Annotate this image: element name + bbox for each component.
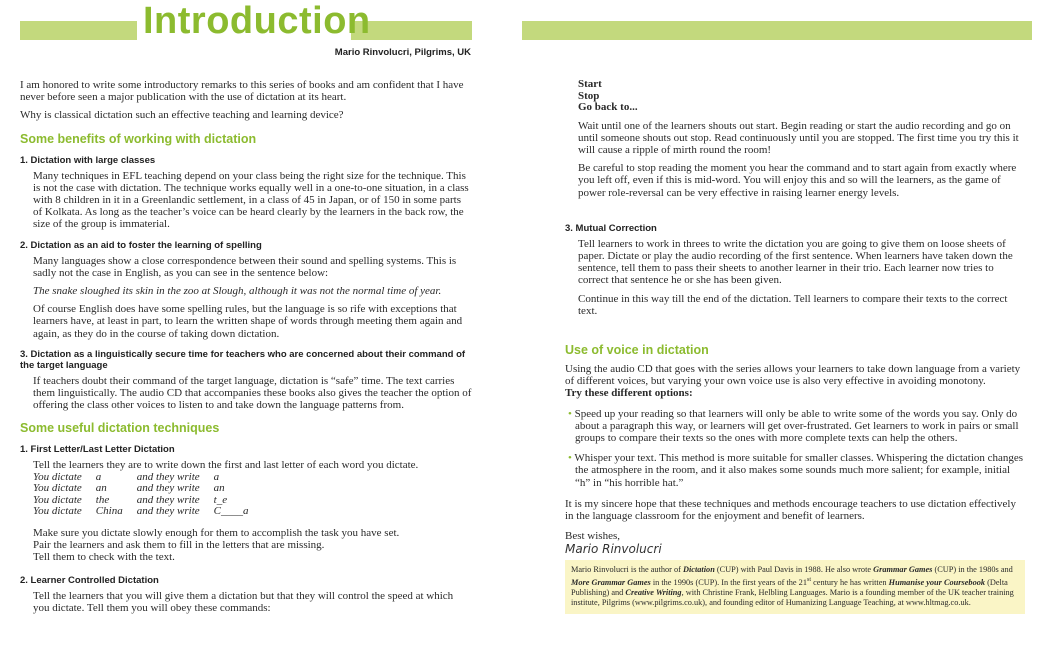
table-cell: an xyxy=(95,482,107,495)
table-cell: You dictate xyxy=(33,482,82,495)
subheading-learner-controlled: 2. Learner Controlled Dictation xyxy=(20,575,159,587)
paragraph-learner-controlled: Tell the learners that you will give them a dictation but that they will control the speed at which you dictate. Tell them you will obey these commands: xyxy=(33,590,454,615)
instruction-line-1: Make sure you dictate slowly enough for them to accomplish the task you have set. xyxy=(33,526,400,539)
table-cell: and they write xyxy=(136,493,200,506)
subheading-first-last-letter: 1. First Letter/Last Letter Dictation xyxy=(20,444,175,456)
paragraph-mutual-correction-2: Continue in this way till the end of the dictation. Tell learners to compare their texts to the correct text. xyxy=(578,292,1008,317)
header-bar-right xyxy=(522,21,1032,40)
table-cell: a xyxy=(213,470,220,483)
paragraph-large-classes: Many techniques in EFL teaching depend on your class being the right size for the technique. This is not the case with dictation. The technique works equally well in a one-to-one situation, in a class with 8 children in it in a Greenlandic settlement, in a class of 45 in Japan, or of 150 in some parts of Kolkata. As long as the teacher’s voice can be heard clearly by the learners in the back row, the size of the group is immaterial. xyxy=(33,169,469,231)
table-cell: an xyxy=(213,482,225,495)
bullet-icon: • xyxy=(568,452,572,465)
section-heading-voice: Use of voice in dictation xyxy=(565,342,709,357)
header-bar-left xyxy=(20,21,137,40)
author-bio-box: Mario Rinvolucri is the author of Dictation (CUP) with Paul Davis in 1988. He also wrote Grammar Games (CUP) in the 1980s and More Grammar Games in the 1990s (CUP). In the first years of the 21st century he has written Humanise your Coursebook (Delta Publishing) and Creative Writing, with Christine Frank, Helbling Languages. Mario is a founding member of the UK teacher training institute, Pilgrims (www.pilgrims.co.uk), and founding editor of Humanizing Language Teaching, at www.hltmag.co.uk. xyxy=(565,560,1025,615)
list-item xyxy=(565,452,1025,489)
list-item-text: Whisper your text. This method is more suitable for smaller classes. Whispering the dictation changes the atmosphere in the room, and it also makes some sounds much more salient; for example, initial “h” in “his horrible hat.” xyxy=(574,452,1024,489)
table-cell: and they write xyxy=(136,482,200,495)
intro-paragraph-1: I am honored to write some introductory remarks to this series of books and am confident that I have never before seen a major publication with the use of dictation at its heart. xyxy=(20,79,464,104)
section-heading-techniques: Some useful dictation techniques xyxy=(20,421,220,436)
paragraph-spelling-1: Many languages show a close correspondence between their sound and spelling systems. This is sadly not the case in English, as you can see in the sentence below: xyxy=(33,254,457,279)
table-row xyxy=(33,506,262,518)
paragraph-secure-time: If teachers doubt their command of the target language, dictation is “safe” time. The text carries them linguistically. The audio CD that accompanies these books also gives the teacher the option of offering the class other voices to listen to and take down the language patterns from. xyxy=(33,374,472,412)
paragraph-mutual-correction-1: Tell learners to work in threes to write the dictation you are going to give them on loose sheets of paper. Dictate or play the audio recording of the first sentence. When learners have taken down the sentence, tell them to pass their sheets to another learner in their trio. Each learner now tries to correct that sentence he or she has been given. xyxy=(578,237,1013,287)
left-column xyxy=(20,79,472,621)
paragraph-first-last-letter: Tell the learners they are to write down the first and last letter of each word you dictate. xyxy=(33,459,419,472)
command-stop: Stop xyxy=(578,89,600,102)
paragraph-voice: Using the audio CD that goes with the series allows your learners to take down language from a variety of different voices, but varying your own voice use is also very effective in avoiding monotony. xyxy=(565,362,1021,388)
instruction-line-3: Tell them to check with the text. xyxy=(33,551,175,564)
table-cell: C____a xyxy=(213,505,249,518)
subheading-mutual-correction: 3. Mutual Correction xyxy=(565,222,657,234)
signature: Mario Rinvolucri xyxy=(565,542,662,557)
table-cell: and they write xyxy=(136,505,200,518)
author-byline: Mario Rinvolucri, Pilgrims, UK xyxy=(334,47,471,58)
list-item xyxy=(565,408,1025,445)
table-cell: and they write xyxy=(136,470,200,483)
table-cell: China xyxy=(95,505,123,518)
subheading-large-classes: 1. Dictation with large classes xyxy=(20,154,156,166)
paragraph-commands-1: Wait until one of the learners shouts out start. Begin reading or start the audio recording and go on until someone shouts out stop. Read continuously until you are stopped. The first time you try this it will cause a ripple of mirth round the room! xyxy=(578,119,1019,156)
table-cell: a xyxy=(95,470,102,483)
subheading-secure-time: 3. Dictation as a linguistically secure time for teachers who are concerned about their command of the target language xyxy=(20,348,466,371)
table-cell: t_e xyxy=(213,493,228,506)
dictation-example-table xyxy=(33,472,262,518)
try-options-label: Try these different options: xyxy=(565,387,693,400)
example-sentence: The snake sloughed its skin in the zoo at Slough, although it was not the normal time of year. xyxy=(33,285,442,298)
table-cell: You dictate xyxy=(33,470,82,483)
page-title: Introduction xyxy=(143,0,371,42)
subheading-spelling: 2. Dictation as an aid to foster the learning of spelling xyxy=(20,239,262,251)
table-cell: You dictate xyxy=(33,505,82,518)
section-heading-benefits: Some benefits of working with dictation xyxy=(20,131,257,146)
table-cell: the xyxy=(95,493,110,506)
table-cell: You dictate xyxy=(33,493,82,506)
intro-paragraph-2: Why is classical dictation such an effective teaching and learning device? xyxy=(20,109,344,122)
instruction-line-2: Pair the learners and ask them to fill in the letters that are missing. xyxy=(33,538,325,551)
paragraph-commands-2: Be careful to stop reading the moment you hear the command and to start again from exactly where you left off, even if this is mid-word. You will enjoy this and so will the learners, as the game of power role-reversal can be very effective in raising learner energy levels. xyxy=(578,162,1017,199)
list-item-text: Speed up your reading so that learners will only be able to write some of the words you say. Only do about a paragraph this way, or learners will get over-frustrated. Get learners to work in pairs or small groups to compare their texts so the ones with more complete texts can help the others. xyxy=(574,407,1019,444)
command-start: Start xyxy=(578,78,602,90)
paragraph-spelling-2: Of course English does have some spelling rules, but the language is so rife with exceptions that learners have, at least in part, to learn the written shape of words through meeting them again and again, as they do in the course of taking down dictation. xyxy=(33,303,463,340)
best-wishes: Best wishes, xyxy=(565,530,620,543)
bullet-icon: • xyxy=(568,407,572,420)
right-column xyxy=(565,79,1025,614)
closing-paragraph: It is my sincere hope that these techniques and methods encourage teachers to use dictation effectively in the language classroom for the enjoyment and benefit of learners. xyxy=(565,497,1016,522)
table-row xyxy=(33,483,262,495)
command-go-back: Go back to... xyxy=(578,101,638,113)
